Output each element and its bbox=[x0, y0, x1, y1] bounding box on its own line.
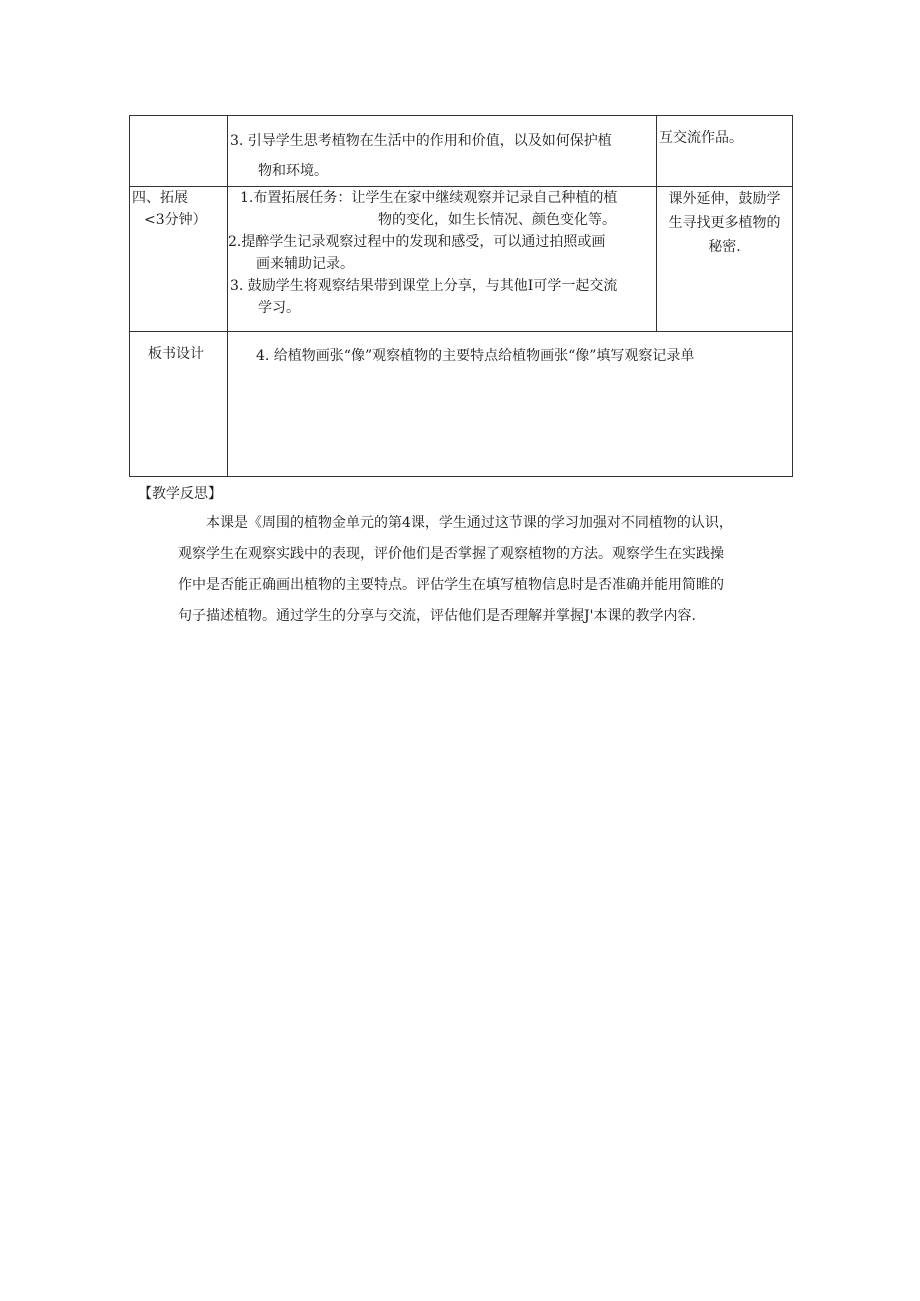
reflection-line: 作中是否能正确画出植物的主要特点。评估学生在填写植物信息时是否准确并能用简睢的 bbox=[178, 577, 724, 593]
content-line: 3. 引导学生思考植物在生活中的作用和价值，以及如何保护植 bbox=[230, 133, 612, 149]
content-line: 物和环境。 bbox=[258, 163, 328, 179]
lesson-plan-table bbox=[129, 115, 793, 477]
stage-title: 四、拓展 bbox=[132, 190, 188, 206]
note-line: 秘密. bbox=[708, 239, 741, 255]
stage-duration: <3分钟） bbox=[144, 212, 207, 228]
reflection-body bbox=[178, 508, 790, 632]
content-line: 画来辅助记录。 bbox=[256, 256, 354, 272]
board-design-content: 4. 给植物画张“像”观察植物的主要特点给植物画张“像”填写观察记录单 bbox=[256, 348, 695, 364]
table-row bbox=[130, 187, 793, 332]
content-cell bbox=[228, 332, 793, 477]
content-line: 1.布置拓展任务：让学生在家中继续观察并记录自己种植的植 bbox=[240, 190, 618, 206]
note-line: 生寻找更多植物的 bbox=[668, 215, 781, 231]
content-line: 物的变化，如生长情况、颜色变化等。 bbox=[378, 212, 616, 228]
table-row bbox=[130, 332, 793, 477]
content-line: 学习。 bbox=[258, 300, 300, 316]
reflection-line: 观察学生在观察实践中的表现，评价他们是否掌握了观察植物的方法。观察学生在实践操 bbox=[178, 546, 724, 562]
note-line: 课外延伸，鼓励学 bbox=[668, 191, 781, 207]
note-cell bbox=[657, 187, 793, 332]
table-row bbox=[130, 116, 793, 187]
stage-cell bbox=[130, 332, 228, 477]
content-cell bbox=[228, 187, 657, 332]
reflection-line: 本课是《周围的植物金单元的第4课，学生通过这节课的学习加强对不同植物的认识， bbox=[206, 515, 733, 531]
reflection-line: 句子描述植物。通过学生的分享与交流，评估他们是否理解并掌握J'本课的教学内容. bbox=[178, 608, 696, 624]
content-line: 3. 鼓励学生将观察结果带到课堂上分享，与其他I可学一起交流 bbox=[230, 278, 618, 294]
content-line: 2.提醉学生记录观察过程中的发现和感受，可以通过拍照或画 bbox=[228, 234, 606, 250]
list-item bbox=[228, 231, 656, 275]
reflection-heading: 【教学反思】 bbox=[138, 486, 222, 502]
content-cell bbox=[228, 116, 657, 187]
board-design-label: 板书设计 bbox=[148, 346, 204, 362]
stage-cell bbox=[130, 116, 228, 187]
list-item bbox=[228, 275, 656, 319]
note-line: 互交流作品。 bbox=[659, 130, 743, 146]
note-cell bbox=[657, 116, 793, 187]
list-item bbox=[228, 187, 656, 231]
stage-cell bbox=[130, 187, 228, 332]
